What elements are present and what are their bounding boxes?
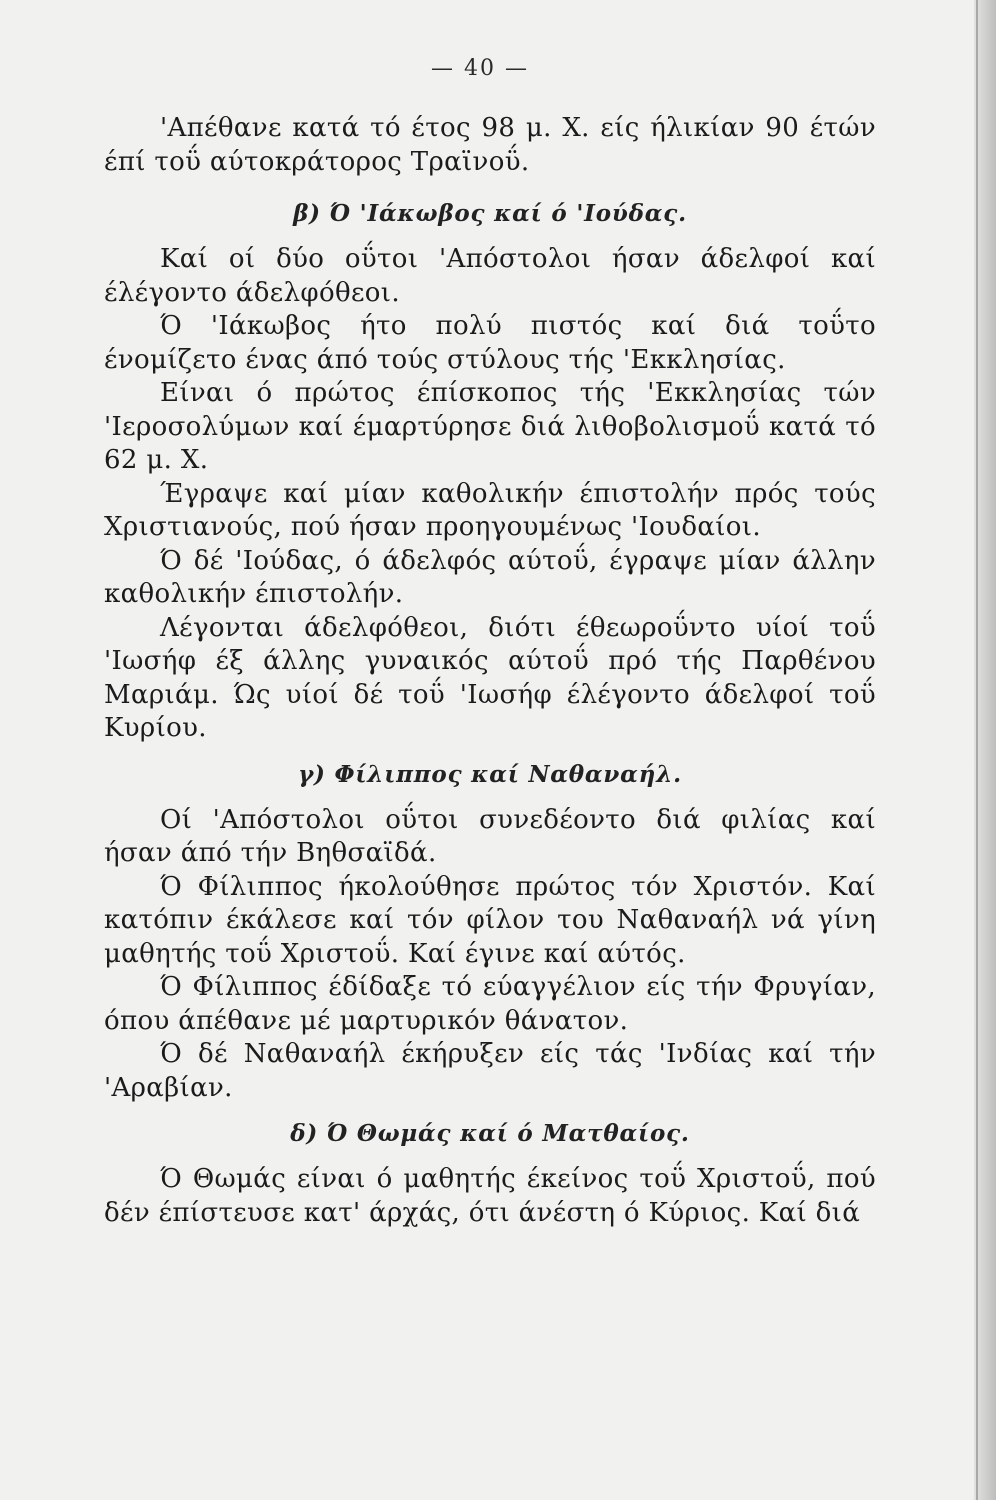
- section-heading-gamma: γ) Φίλιππος καί Ναθαναήλ.: [298, 760, 682, 788]
- paragraph-5: Έγραψε καί μίαν καθολικήν έπιστολήν πρός τούς Χριστιανούς, πού ήσαν προηγουμένως 'Ιουδαίοι.: [104, 478, 876, 542]
- paragraph-1: 'Απέθανε κατά τό έτος 98 μ. Χ. είς ήλικίαν 90 έτών έπί τοΰ αύτοκράτορος Τραϊνοΰ.: [104, 113, 876, 177]
- section-heading-beta: β) Ό 'Ιάκωβος καί ό 'Ιούδας.: [293, 200, 687, 227]
- paragraph-8: Οί 'Απόστολοι οΰτοι συνεδέοντο διά φιλίας καί ήσαν άπό τήν Βηθσαϊδά.: [104, 804, 876, 868]
- page-number: — 40 —: [431, 56, 529, 81]
- paragraph-3: Ό 'Ιάκωβος ήτο πολύ πιστός καί διά τοΰτο ένομίζετο ένας άπό τούς στύλους τής 'Εκκλησίας.: [104, 311, 876, 375]
- page-edge-line: [976, 0, 978, 1500]
- paragraph-6: Ό δέ 'Ιούδας, ό άδελφός αύτοΰ, έγραψε μίαν άλλην καθολικήν έπιστολήν.: [104, 545, 876, 609]
- paragraph-4: Είναι ό πρώτος έπίσκοπος τής 'Εκκλησίας τών 'Ιεροσολύμων καί έμαρτύρησε διά λιθοβολισμοΰ κατά τό 62 μ. Χ.: [104, 378, 876, 475]
- page-body: [104, 112, 876, 1230]
- paragraph-9: Ό Φίλιππος ήκολούθησε πρώτος τόν Χριστόν. Καί κατόπιν έκάλεσε καί τόν φίλον του Ναθαναήλ νά γίνη μαθητής τοΰ Χριστοΰ. Καί έγινε καί αύτός.: [104, 871, 876, 969]
- paragraph-2: Καί οί δύο οΰτοι 'Απόστολοι ήσαν άδελφοί καί έλέγοντο άδελφόθεοι.: [104, 244, 876, 308]
- section-heading-delta: δ) Ό Θωμάς καί ό Ματθαίος.: [290, 1120, 690, 1147]
- paragraph-12: Ό Θωμάς είναι ό μαθητής έκείνος τοΰ Χριστοΰ, πού δέν έπίστευσε κατ' άρχάς, ότι άνέστη ό Κύριος. Καί διά: [104, 1164, 876, 1228]
- paragraph-7: Λέγονται άδελφόθεοι, διότι έθεωροΰντο υίοί τοΰ 'Ιωσήφ έξ άλλης γυναικός αύτοΰ πρό τής Παρθένου Μαριάμ. Ώς υίοί δέ τοΰ 'Ιωσήφ έλέγοντο άδελφοί τοΰ Κυρίου.: [104, 612, 876, 743]
- paragraph-10: Ό Φίλιππος έδίδαξε τό εύαγγέλιον είς τήν Φρυγίαν, όπου άπέθανε μέ μαρτυρικόν θάνατον.: [104, 972, 876, 1036]
- paragraph-11: Ό δέ Ναθαναήλ έκήρυξεν είς τάς 'Ινδίας καί τήν 'Αραβίαν.: [104, 1039, 876, 1103]
